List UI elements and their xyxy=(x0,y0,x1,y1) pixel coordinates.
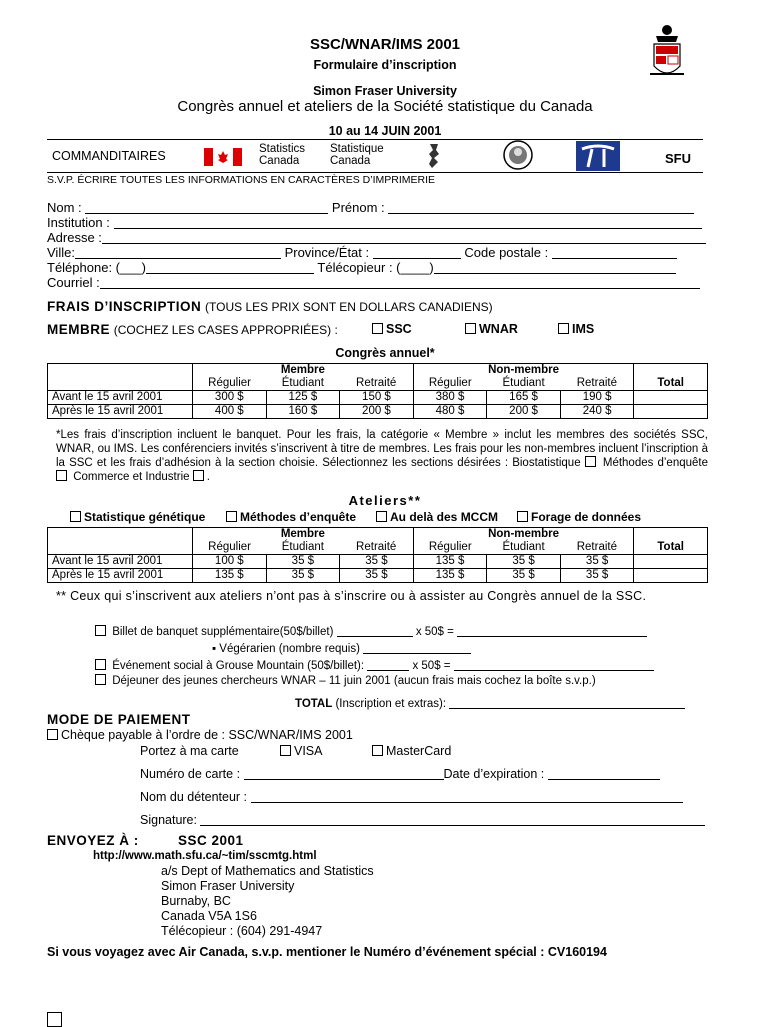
ateliers-heading: Ateliers** xyxy=(348,493,422,508)
mastercard-checkbox[interactable]: MasterCard xyxy=(372,744,451,758)
total-cell[interactable] xyxy=(634,405,708,419)
biostat-checkbox[interactable] xyxy=(585,456,596,467)
commerce-checkbox[interactable] xyxy=(193,470,204,481)
wnar-checkbox[interactable]: WNAR xyxy=(465,322,518,336)
institution-field[interactable]: Institution : xyxy=(47,215,702,230)
envoi-org: SSC 2001 xyxy=(178,833,244,848)
card-holder-field[interactable]: Nom du détenteur : xyxy=(140,790,683,804)
page-title: SSC/WNAR/IMS 2001 xyxy=(309,36,461,53)
print-instruction: S.V.P. ÉCRIRE TOUTES LES INFORMATIONS EN CARACTÈRES D’IMPRIMERIE xyxy=(47,174,435,186)
canada-flag-icon xyxy=(204,148,242,166)
signature-field[interactable]: Signature: xyxy=(140,813,705,827)
university-name: Simon Fraser University xyxy=(313,84,457,98)
event-dates: 10 au 14 JUIN 2001 xyxy=(328,124,442,138)
sponsors-bottom-rule xyxy=(47,172,703,173)
atelier-option[interactable]: Statistique génétique xyxy=(70,510,205,524)
page-corner-checkbox[interactable] xyxy=(47,1012,62,1027)
form-subtitle: Formulaire d’inscription xyxy=(313,58,457,72)
card-number-field[interactable]: Numéro de carte : Date d’expiration : xyxy=(140,767,660,781)
ssc-checkbox[interactable]: SSC xyxy=(372,322,412,336)
total-line[interactable]: TOTAL (Inscription et extras): xyxy=(295,697,685,710)
sponsors-label: COMMANDITAIRES xyxy=(52,149,166,163)
ims-checkbox[interactable]: IMS xyxy=(558,322,594,336)
table-row: Après le 15 avril 2001 400 $ 160 $ 200 $ 480 $ 200 $ 240 $ xyxy=(48,405,708,419)
statcan-en: Statistics Canada xyxy=(259,143,306,167)
courriel-field[interactable]: Courriel : xyxy=(47,275,700,290)
mailing-address: a/s Dept of Mathematics and Statistics Simon Fraser University Burnaby, BC Canada V5A 1S6 Télécopieur : (604) 291-4947 xyxy=(161,864,374,938)
ateliers-footnote: ** Ceux qui s’inscrivent aux ateliers n’ont pas à s’inscrire ou à assister au Congrès annuel de la SSC. xyxy=(56,589,647,603)
visa-checkbox[interactable]: VISA xyxy=(280,744,323,758)
membre-line: MEMBRE (COCHEZ LES CASES APPROPRIÉES) : xyxy=(47,322,338,337)
air-canada-note: Si vous voyagez avec Air Canada, s.v.p. mentioner le Numéro d’événement spécial : CV160194 xyxy=(47,945,607,959)
ssc-pi-logo-icon xyxy=(576,141,620,171)
grouse-line[interactable]: Événement social à Grouse Mountain (50$/billet): x 50$ = xyxy=(95,659,654,672)
total-cell[interactable] xyxy=(634,569,708,583)
portez-label: Portez à ma carte xyxy=(140,744,239,758)
total-cell[interactable] xyxy=(634,555,708,569)
congres-footnote: *Les frais d’inscription incluent le banquet. Pour les frais, la catégorie « Membre » inclut les membres des sociétés SSC, WNAR, ou IMS. Les conférenciers invités s’inscrivent à titre de membres. Les frais pour les non-membres incluent l’inscription à la SSC et les frais d’adhésion à la section choisie. Sélectionnez les sections désirées : Biostatistique Méthodes d’enquête Commerce et Industrie . xyxy=(56,429,709,483)
crest-logo-icon xyxy=(646,22,688,82)
ville-field[interactable]: Ville: Province/État : Code postale : xyxy=(47,245,677,260)
nom-field[interactable]: Nom : Prénom : xyxy=(47,200,694,215)
sfu-label: SFU xyxy=(665,151,691,166)
atelier-option[interactable]: Forage de données xyxy=(517,510,641,524)
total-cell[interactable] xyxy=(634,391,708,405)
statcan-fr: Statistique Canada xyxy=(330,143,384,167)
dejeuner-line[interactable]: Déjeuner des jeunes chercheurs WNAR – 11 juin 2001 (aucun frais mais cochez la boîte s.v.p.) xyxy=(95,674,596,687)
table-row: Avant le 15 avril 2001 100 $ 35 $ 35 $ 135 $ 35 $ 35 $ xyxy=(48,555,708,569)
banquet-line[interactable]: Billet de banquet supplémentaire(50$/billet) x 50$ = xyxy=(95,625,647,638)
envoi-label: ENVOYEZ À : xyxy=(47,833,139,848)
event-name: Congrès annuel et ateliers de la Société statistique du Canada xyxy=(177,98,593,115)
atelier-option[interactable]: Au delà des MCCM xyxy=(376,510,498,524)
table-row: Avant le 15 avril 2001 300 $ 125 $ 150 $ 380 $ 165 $ 190 $ xyxy=(48,391,708,405)
congres-heading: Congrès annuel* xyxy=(335,346,435,360)
non-membre-header: Non-membre xyxy=(413,364,634,378)
ims-seal-icon xyxy=(500,140,536,170)
atelier-option[interactable]: Méthodes d’enquête xyxy=(226,510,356,524)
paiement-heading: MODE DE PAIEMENT xyxy=(47,712,191,727)
frais-heading: FRAIS D’INSCRIPTION (TOUS LES PRIX SONT EN DOLLARS CANADIENS) xyxy=(47,299,493,314)
ateliers-fee-table: Membre Non-membre Régulier Étudiant Retraité Régulier Étudiant Retraité Total Avant le 15 avril 2001 100 $ 35 $ 35 $ 135 $ 35 $ 35 $ Après le 15 avril 2001 135 $ 35 $ 35 $ 135 $ 35 $ 35 $ xyxy=(47,527,708,583)
event-url-link[interactable]: http://www.math.sfu.ca/~tim/sscmtg.html xyxy=(93,850,317,862)
vegetarien-line[interactable]: ▪ Végérarien (nombre requis) xyxy=(212,642,471,655)
congres-fee-table: Membre Non-membre Régulier Étudiant Retraité Régulier Étudiant Retraité Total Avant le 15 avril 2001 300 $ 125 $ 150 $ 380 $ 165 $ 190 $ Après le 15 avril 2001 400 $ 160 $ 200 $ 480 $ 200 $ 240 $ xyxy=(47,363,708,419)
membre-header: Membre xyxy=(193,364,414,378)
telephone-field[interactable]: Téléphone: (___) Télécopieur : (____) xyxy=(47,260,676,275)
table-row: Après le 15 avril 2001 135 $ 35 $ 35 $ 135 $ 35 $ 35 $ xyxy=(48,569,708,583)
wnar-logo-icon xyxy=(426,142,442,170)
adresse-field[interactable]: Adresse : xyxy=(47,230,706,245)
cheque-option[interactable]: Chèque payable à l’ordre de : SSC/WNAR/IMS 2001 xyxy=(47,728,353,742)
sponsors-top-rule xyxy=(47,139,703,140)
methodes-checkbox[interactable] xyxy=(56,470,67,481)
